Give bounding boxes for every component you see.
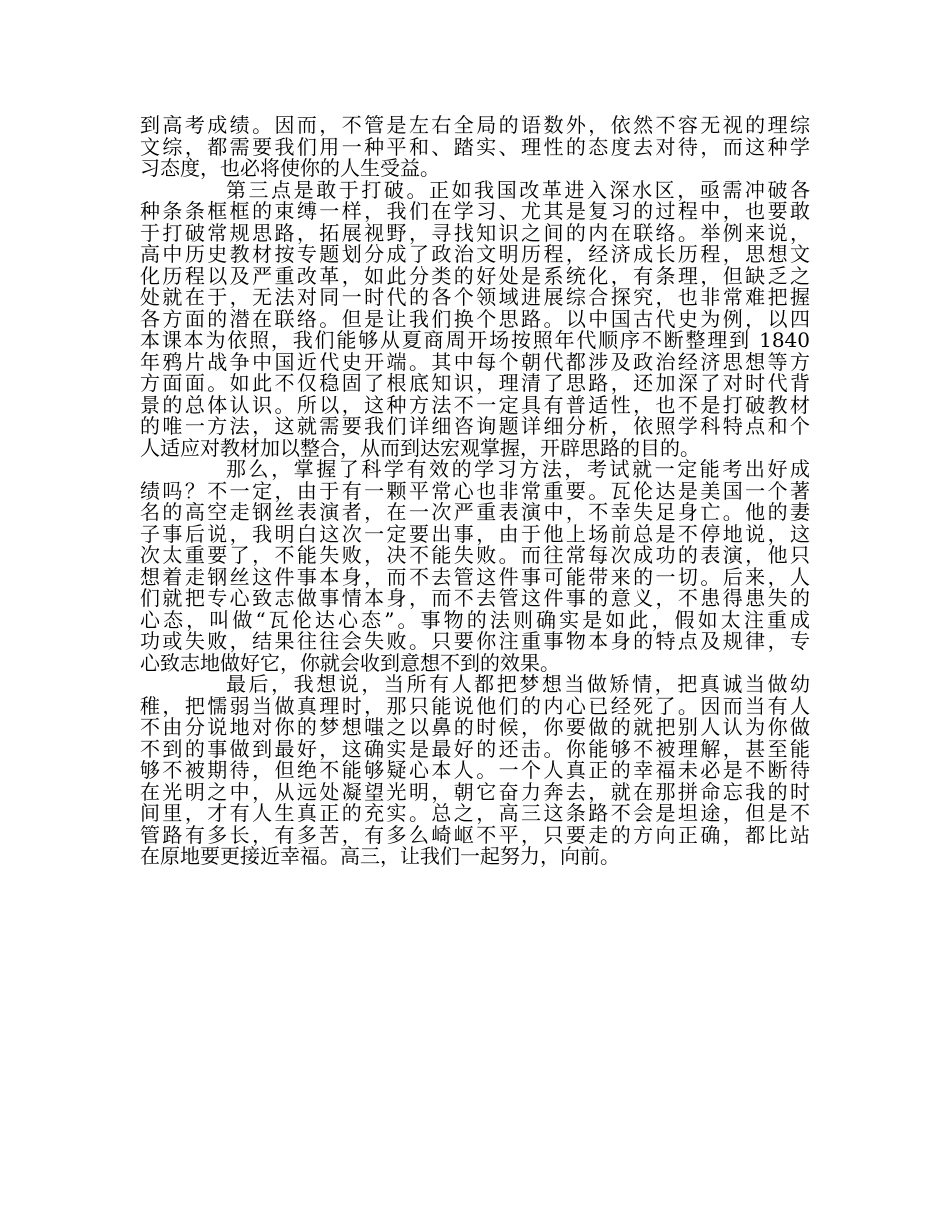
- text-line: 高中历史教材按专题划分成了政治文明历程，经济成长历程，思想文: [140, 242, 810, 266]
- text-line: 够不被期待，但绝不能够疑心本人。一个人真正的幸福未必是不断待: [140, 758, 810, 782]
- text-line: 第三点是敢于打破。正如我国改革进入深水区，亟需冲破各: [226, 177, 810, 202]
- text-line: 不到的事做到最好，这确实是最好的还击。你能够不被理解，甚至能: [140, 736, 810, 761]
- text-line: 们就把专心致志做事情本身，而不去管这件事的意义，不患得患失的: [140, 586, 810, 610]
- text-line: 文综，都需要我们用一种平和、踏实、理性的态度去对待，而这种学: [140, 134, 810, 159]
- paragraph-1: [140, 115, 810, 180]
- text-line: 的唯一方法，这就需要我们详细咨询题详细分析，依照学科特点和个: [140, 414, 810, 438]
- text-line: 方面面。如此不仅稳固了根底知识，理清了思路，还加深了对时代背: [140, 371, 810, 395]
- text-line: 功或失败，结果往往会失败。只要你注重事物本身的特点及规律，专: [140, 629, 810, 653]
- text-line: 子事后说，我明白这次一定要出事，由于他上场前总是不停地说，这: [140, 521, 810, 546]
- text-line: 在光明之中，从远处凝望光明，朝它奋力奔去，就在那拼命忘我的时: [140, 779, 810, 804]
- text-line: 本课本为依照，我们能够从夏商周开场按照年代顺序不断整理到 1840: [140, 328, 810, 352]
- text-line: 最后，我想说，当所有人都把梦想当做矫情，把真诚当做幼: [226, 672, 810, 696]
- text-line: 名的高空走钢丝表演者，在一次严重表演中，不幸失足身亡。他的妻: [140, 500, 810, 524]
- text-line: 想着走钢丝这件事本身，而不去管这件事可能带来的一切。后来，人: [140, 564, 810, 589]
- text-line: 处就在于，无法对同一时代的各个领域进展综合探究，也非常难把握: [140, 285, 810, 309]
- text-line: 稚，把懦弱当做真理时，那只能说他们的内心已经死了。因而当有人: [140, 693, 810, 718]
- text-line: 景的总体认识。所以，这种方法不一定具有普适性，也不是打破教材: [140, 392, 810, 417]
- text-line: 管路有多长，有多苦，有多么崎岖不平，只要走的方向正确，都比站: [140, 822, 810, 847]
- paragraph-2: [140, 177, 810, 460]
- text-line: 不由分说地对你的梦想嗤之以鼻的时候，你要做的就把别人认为你做: [140, 715, 810, 739]
- text-line: 各方面的潜在联络。但是让我们换个思路。以中国古代史为例，以四: [140, 306, 810, 331]
- text-line: 种条条框框的束缚一样，我们在学习、尤其是复习的过程中，也要敢: [140, 199, 810, 223]
- text-line: 人适应对教材加以整合，从而到达宏观掌握，开辟思路的目的。: [140, 435, 700, 460]
- paragraph-3: [140, 459, 810, 674]
- paragraph-4: [140, 674, 810, 868]
- text-line: 化历程以及严重改革，如此分类的好处是系统化，有条理，但缺乏之: [140, 263, 810, 288]
- text-line: 于打破常规思路，拓展视野，寻找知识之间的内在联络。举例来说，: [140, 220, 810, 245]
- text-line: 到高考成绩。因而，不管是左右全局的语数外，依然不容无视的理综: [140, 115, 810, 137]
- text-line: 间里，才有人生真正的充实。总之，高三这条路不会是坦途，但是不: [140, 801, 810, 825]
- text-line: 心态，叫做“瓦伦达心态”。事物的法则确实是如此，假如太注重成: [140, 607, 810, 632]
- document-body: [140, 115, 810, 1115]
- text-line: 在原地要更接近幸福。高三，让我们一起努力，向前。: [140, 844, 620, 868]
- text-line: 习态度，也必将使你的人生受益。: [140, 156, 440, 180]
- text-line: 心致志地做好它，你就会收到意想不到的效果。: [140, 650, 560, 675]
- text-line: 那么，掌握了科学有效的学习方法，考试就一定能考出好成: [226, 457, 810, 481]
- text-line: 年鸦片战争中国近代史开端。其中每个朝代都涉及政治经济思想等方: [140, 349, 810, 374]
- text-line: 次太重要了，不能失败，决不能失败。而往常每次成功的表演，他只: [140, 543, 810, 567]
- text-line: 绩吗？不一定，由于有一颗平常心也非常重要。瓦伦达是美国一个著: [140, 478, 810, 503]
